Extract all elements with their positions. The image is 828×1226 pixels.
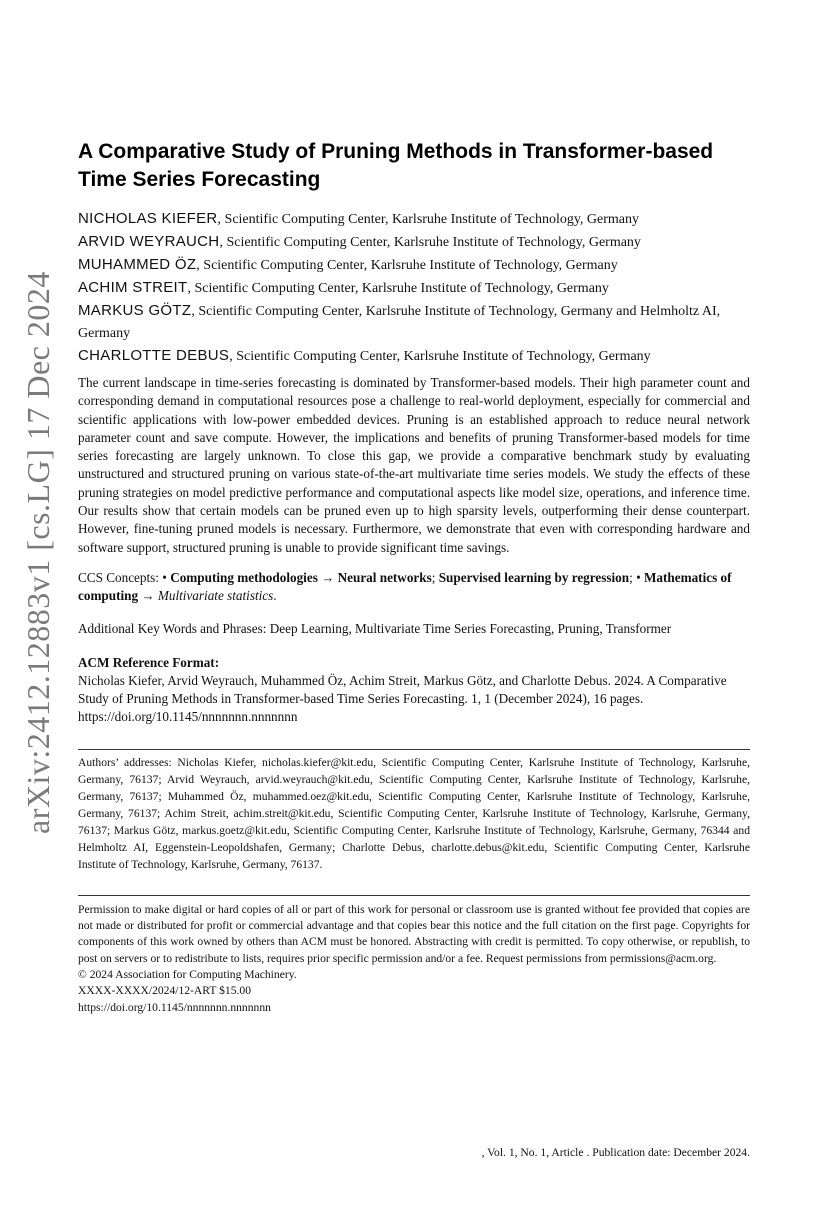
permission-notice [78,902,750,1016]
ccs-separator: ; [431,569,439,585]
keywords: Additional Key Words and Phrases: Deep Learning, Multivariate Time Series Forecasting, Pruning, Transformer [78,620,672,636]
paper-first-page [78,138,750,1016]
author-affiliation: , Scientific Computing Center, Karlsruhe Institute of Technology, Germany [196,258,618,273]
ccs-concept: Supervised learning by regression [438,569,630,585]
abstract: The current landscape in time-series forecasting is dominated by Transformer-based models. Their high parameter count and corresponding demand in computational resources pose a challenge to real-world deployment, especially for commercial and scientific applications with low-power embedded devices. Pruning is an established approach to reduce neural network parameter count and save compute. However, the implications and benefits of pruning Transformer-based models for time series forecasting are largely unknown. To close this gap, we provide a comparative benchmark study by evaluating unstructured and structured pruning on various state-of-the-art multivariate time series models. We study the effects of these pruning strategies on model predictive performance and computational aspects like model size, operations, and inference time. Our results show that certain models can be pruned even up to high sparsity levels, outperforming their dense counterpart. However, fine-tuning pruned models is necessary. Furthermore, we demonstrate that even with corresponding hardware and software support, structured pruning is unable to provide significant time savings. [78,375,750,555]
paper-title: A Comparative Study of Pruning Methods in Transformer-based Time Series Forecasting [78,140,714,191]
author-entry [78,254,750,277]
divider [78,895,750,896]
author-entry [78,277,750,300]
author-entry [78,231,750,254]
ccs-label: CCS Concepts: [78,569,163,585]
author-affiliation: , Scientific Computing Center, Karlsruhe Institute of Technology, Germany [217,212,640,227]
author-name: MARKUS GÖTZ [78,302,192,319]
price-code: XXXX-XXXX/2024/12-ART $15.00 [78,984,251,998]
author-name: ARVID WEYRAUCH [78,233,220,250]
ccs-concepts [78,569,750,606]
acm-reference: Nicholas Kiefer, Arvid Weyrauch, Muhammed Öz, Achim Streit, Markus Götz, and Charlotte Debus. 2024. A Comparative Study of Pruning Methods in Transformer-based Time Series Forecasting. 1, 1 (December 2024), 16 pages. https://doi.org/10.1145/nnnnnnn.nnnnnnn [78,672,727,725]
author-list [78,208,750,368]
author-affiliation: , Scientific Computing Center, Karlsruhe Institute of Technology, Germany [229,349,651,364]
ccs-separator: ; • [629,569,644,585]
author-entry [78,300,750,345]
ccs-arrow: → [138,588,158,604]
ccs-bullet: • [162,569,171,585]
author-affiliation: , Scientific Computing Center, Karlsruhe Institute of Technology, Germany [187,281,609,296]
ccs-concept: Mathematics of computing [78,569,732,604]
permission-text: Permission to make digital or hard copies of all or part of this work for personal or classroom use is granted without fee provided that copies are not made or distributed for profit or commercial advantage and that copies bear this notice and the full citation on the first page. Copyrights for components of this work owned by others than ACM must be honored. Abstracting with credit is permitted. To copy otherwise, or republish, to post on servers or to redistribute to lists, requires prior specific permission and/or a fee. Request permissions from permissions@acm.org. [78,902,750,965]
ccs-concept: Computing methodologies [170,569,318,585]
author-entry [78,345,750,368]
arxiv-identifier: arXiv:2412.12883v1 [cs.LG] 17 Dec 2024 [20,271,56,834]
ccs-concept: Neural networks [337,569,432,585]
acm-reference-heading: ACM Reference Format: [78,654,220,670]
ccs-arrow: → [317,569,338,585]
page-footer: , Vol. 1, No. 1, Article . Publication date: December 2024. [481,1146,750,1159]
author-affiliation: , Scientific Computing Center, Karlsruhe Institute of Technology, Germany [219,235,641,250]
author-name: ACHIM STREIT [78,279,188,296]
author-entry [78,208,750,231]
author-affiliation: , Scientific Computing Center, Karlsruhe Institute of Technology, Germany and Helmholtz AI, Germany [78,304,721,341]
doi-link[interactable]: https://doi.org/10.1145/nnnnnnn.nnnnnnn [78,1000,271,1014]
author-addresses: Authors’ addresses: Nicholas Kiefer, nicholas.kiefer@kit.edu, Scientific Computing Center, Karlsruhe Institute of Technology, Karlsruhe, Germany, 76137; Arvid Weyrauch, arvid.weyrauch@kit.edu, Scientific Computing Center, Karlsruhe Institute of Technology, Karlsruhe, Germany, 76137; Muhammed Öz, muhammed.oez@kit.edu, Scientific Computing Center, Karlsruhe Institute of Technology, Karlsruhe, Germany, 76137; Achim Streit, achim.streit@kit.edu, Scientific Computing Center, Karlsruhe Institute of Technology, Karlsruhe, Germany, 76137; Markus Götz, markus.goetz@kit.edu, Scientific Computing Center, Karlsruhe Institute of Technology, Karlsruhe, Germany, 76344 and Helmholtz AI, Eggenstein-Leopoldshafen, Germany; Charlotte Debus, charlotte.debus@kit.edu, Scientific Computing Center, Karlsruhe Institute of Technology, Karlsruhe, Germany, 76137. [78,755,750,871]
author-name: NICHOLAS KIEFER [78,210,218,227]
ccs-end: . [273,588,277,604]
copyright-notice: © 2024 Association for Computing Machinery. [78,967,297,981]
divider [78,749,750,750]
author-name: MUHAMMED ÖZ [78,256,197,273]
ccs-concept: Multivariate statistics [157,588,274,604]
author-name: CHARLOTTE DEBUS [78,347,230,364]
